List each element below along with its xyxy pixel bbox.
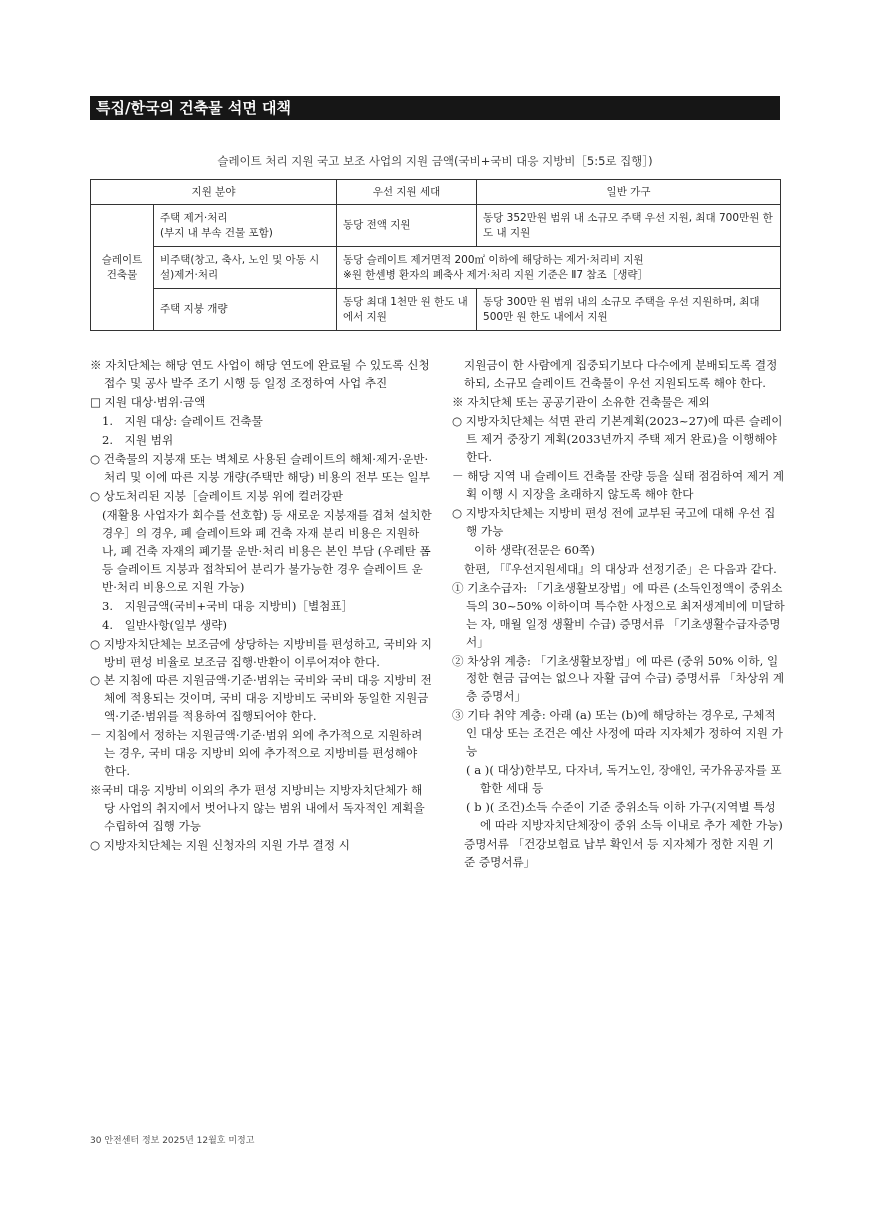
field-cell: 주택 제거·처리 (부지 내 부속 건물 포함) bbox=[154, 205, 337, 247]
priority-cell: 동당 전액 지원 bbox=[337, 205, 477, 247]
right-column bbox=[452, 357, 785, 873]
list-item: ② 차상위 계층: 「기초생활보장법」에 따른 (중위 50% 이하, 일정한 현금 급여는 없으나 자활 급여 수급) 증명서류 「차상위 계층 증명서」 bbox=[452, 653, 785, 704]
paragraph: ○ 본 지침에 따른 지원금액·기준·범위는 국비와 국비 대응 지방비 전체에 적용되는 것이며, 국비 대응 지방비도 국비와 동일한 지원금액·기준·범위를 적용하여 집행되어야 한다. bbox=[90, 673, 432, 724]
paragraph: ※ 자치단체는 해당 연도 사업이 해당 연도에 완료될 수 있도록 신청 접수 및 공사 발주 조기 시행 등 일정 조정하여 사업 추진 bbox=[90, 358, 430, 390]
paragraph: (재활용 사업자가 회수를 선호함) 등 새로운 지붕재를 겹쳐 설치한 경우］의 경우, 폐 슬레이트와 폐 건축 자재 분리 비용은 지원하나, 폐 건축 자재의 폐기물 운반·처리 비용은 본인 부담 (우레탄 폼 등 슬레이트 지붕과 접착되어 분리가 불가능한 경우 슬레이트 운반·처리 비용으로 지원 가능) bbox=[102, 507, 432, 594]
merged-cell: 동당 슬레이트 제거면적 200㎡ 이하에 해당하는 제거·처리비 지원 ※원 한센병 환자의 폐축사 제거·처리 지원 기준은 Ⅱ7 참조［생략］ bbox=[337, 247, 781, 289]
paragraph: 지원금이 한 사람에게 집중되기보다 다수에게 분배되도록 결정하되, 소규모 슬레이트 건축물이 우선 지원되도록 해야 한다. bbox=[464, 358, 778, 390]
header-field: 지원 분야 bbox=[91, 180, 337, 205]
paragraph: 증명서류 「건강보험료 납부 확인서 등 지자체가 정한 지원 기준 증명서류」 bbox=[464, 837, 774, 870]
general-cell: 동당 300만 원 범위 내의 소규모 주택을 우선 지원하며, 최대 500만 원 한도 내에서 지원 bbox=[477, 289, 781, 331]
section-heading: □ 지원 대상·범위·금액 bbox=[90, 394, 206, 409]
paragraph: ○ 건축물의 지붕재 또는 벽체로 사용된 슬레이트의 해체·제거·운반·처리 및 이에 따른 지붕 개량(주택만 해당) 비용의 전부 또는 일부 bbox=[90, 451, 430, 484]
list-item: 4. 일반사항(일부 생략) bbox=[102, 617, 227, 632]
paragraph: ※국비 대응 지방비 이외의 추가 편성 지방비는 지방자치단체가 해당 사업의 취지에서 벗어나지 않는 범위 내에서 독자적인 계획을 수립하여 집행 가능 bbox=[90, 783, 425, 834]
field-cell: 비주택(창고, 축사, 노인 및 아동 시설)제거·처리 bbox=[154, 247, 337, 289]
paragraph: 이하 생략(전문은 60쪽) bbox=[474, 542, 595, 557]
table-row bbox=[91, 247, 781, 289]
paragraph: ○ 지방자치단체는 보조금에 상당하는 지방비를 편성하고, 국비와 지방비 편성 비율로 보조금 집행·반환이 이루어져야 한다. bbox=[90, 636, 432, 669]
header-general: 일반 가구 bbox=[477, 180, 781, 205]
table-caption: 슬레이트 처리 지원 국고 보조 사업의 지원 금액(국비+국비 대응 지방비［5:5로 집행］) bbox=[217, 154, 653, 168]
list-item: ③ 기타 취약 계층: 아래 (a) 또는 (b)에 해당하는 경우로, 구체적인 대상 또는 조건은 예산 사정에 따라 지자체가 정하여 지원 가능 bbox=[452, 708, 783, 759]
priority-cell: 동당 최대 1천만 원 한도 내에서 지원 bbox=[337, 289, 477, 331]
list-item: 2. 지원 범위 bbox=[102, 432, 174, 447]
left-column bbox=[90, 357, 432, 856]
paragraph: ○ 지방자치단체는 지원 신청자의 지원 가부 결정 시 bbox=[90, 838, 350, 853]
paragraph: ○ 지방자치단체는 지방비 편성 전에 교부된 국고에 대해 우선 집행 가능 bbox=[452, 505, 776, 538]
list-item: 1. 지원 대상: 슬레이트 건축물 bbox=[102, 413, 263, 428]
paragraph: － 지침에서 정하는 지원금액·기준·범위 외에 추가적으로 지원하려는 경우, 국비 대응 지방비 외에 추가적으로 지방비를 편성해야 한다. bbox=[90, 728, 423, 779]
paragraph: 한편, 「『우선지원세대』의 대상과 선정기준」은 다음과 같다. bbox=[464, 561, 777, 576]
field-cell: 주택 지붕 개량 bbox=[154, 289, 337, 331]
list-item: 3. 지원금액(국비+국비 대응 지방비)［별첨표］ bbox=[102, 598, 354, 613]
list-item: ① 기초수급자: 「기초생활보장법」에 따른 (소득인정액이 중위소득의 30~50% 이하이며 특수한 사정으로 최저생계비에 미달하는 자, 매월 일정 생활비 수급) 증명서류 「기초생활수급자증명서」 bbox=[452, 580, 785, 649]
list-item: ( b )( 조건)소득 수준이 기준 중위소득 이하 가구(지역별 특성에 따라 지방자치단체장이 중위 소득 이내로 추가 제한 가능) bbox=[466, 800, 783, 833]
table-header-row bbox=[91, 180, 781, 205]
paragraph: ○ 지방자치단체는 석면 관리 기본계획(2023~27)에 따른 슬레이트 제거 중장기 계획(2033년까지 주택 제거 완료)을 이행해야 한다. bbox=[452, 413, 783, 464]
paragraph: ○ 상도처리된 지붕［슬레이트 지붕 위에 컬러강판 bbox=[90, 488, 343, 503]
page-footer: 30 안전센터 정보 2025년 12월호 미정고 bbox=[90, 1136, 255, 1146]
section-title: 특집/한국의 건축물 석면 대책 bbox=[90, 96, 780, 120]
table-row bbox=[91, 205, 781, 247]
category-cell: 슬레이트 건축물 bbox=[91, 205, 154, 331]
header-priority: 우선 지원 세대 bbox=[337, 180, 477, 205]
paragraph: ※ 자치단체 또는 공공기관이 소유한 건축물은 제외 bbox=[452, 394, 710, 409]
paragraph: － 해당 지역 내 슬레이트 건축물 잔량 등을 실태 점검하여 제거 계획 이행 시 지장을 초래하지 않도록 해야 한다 bbox=[452, 468, 785, 501]
table-row bbox=[91, 289, 781, 331]
support-amount-table bbox=[90, 179, 781, 331]
general-cell: 동당 352만원 범위 내 소규모 주택 우선 지원, 최대 700만원 한도 내 지원 bbox=[477, 205, 781, 247]
list-item: ( a )( 대상)한부모, 다자녀, 독거노인, 장애인, 국가유공자를 포함한 세대 등 bbox=[466, 763, 782, 796]
